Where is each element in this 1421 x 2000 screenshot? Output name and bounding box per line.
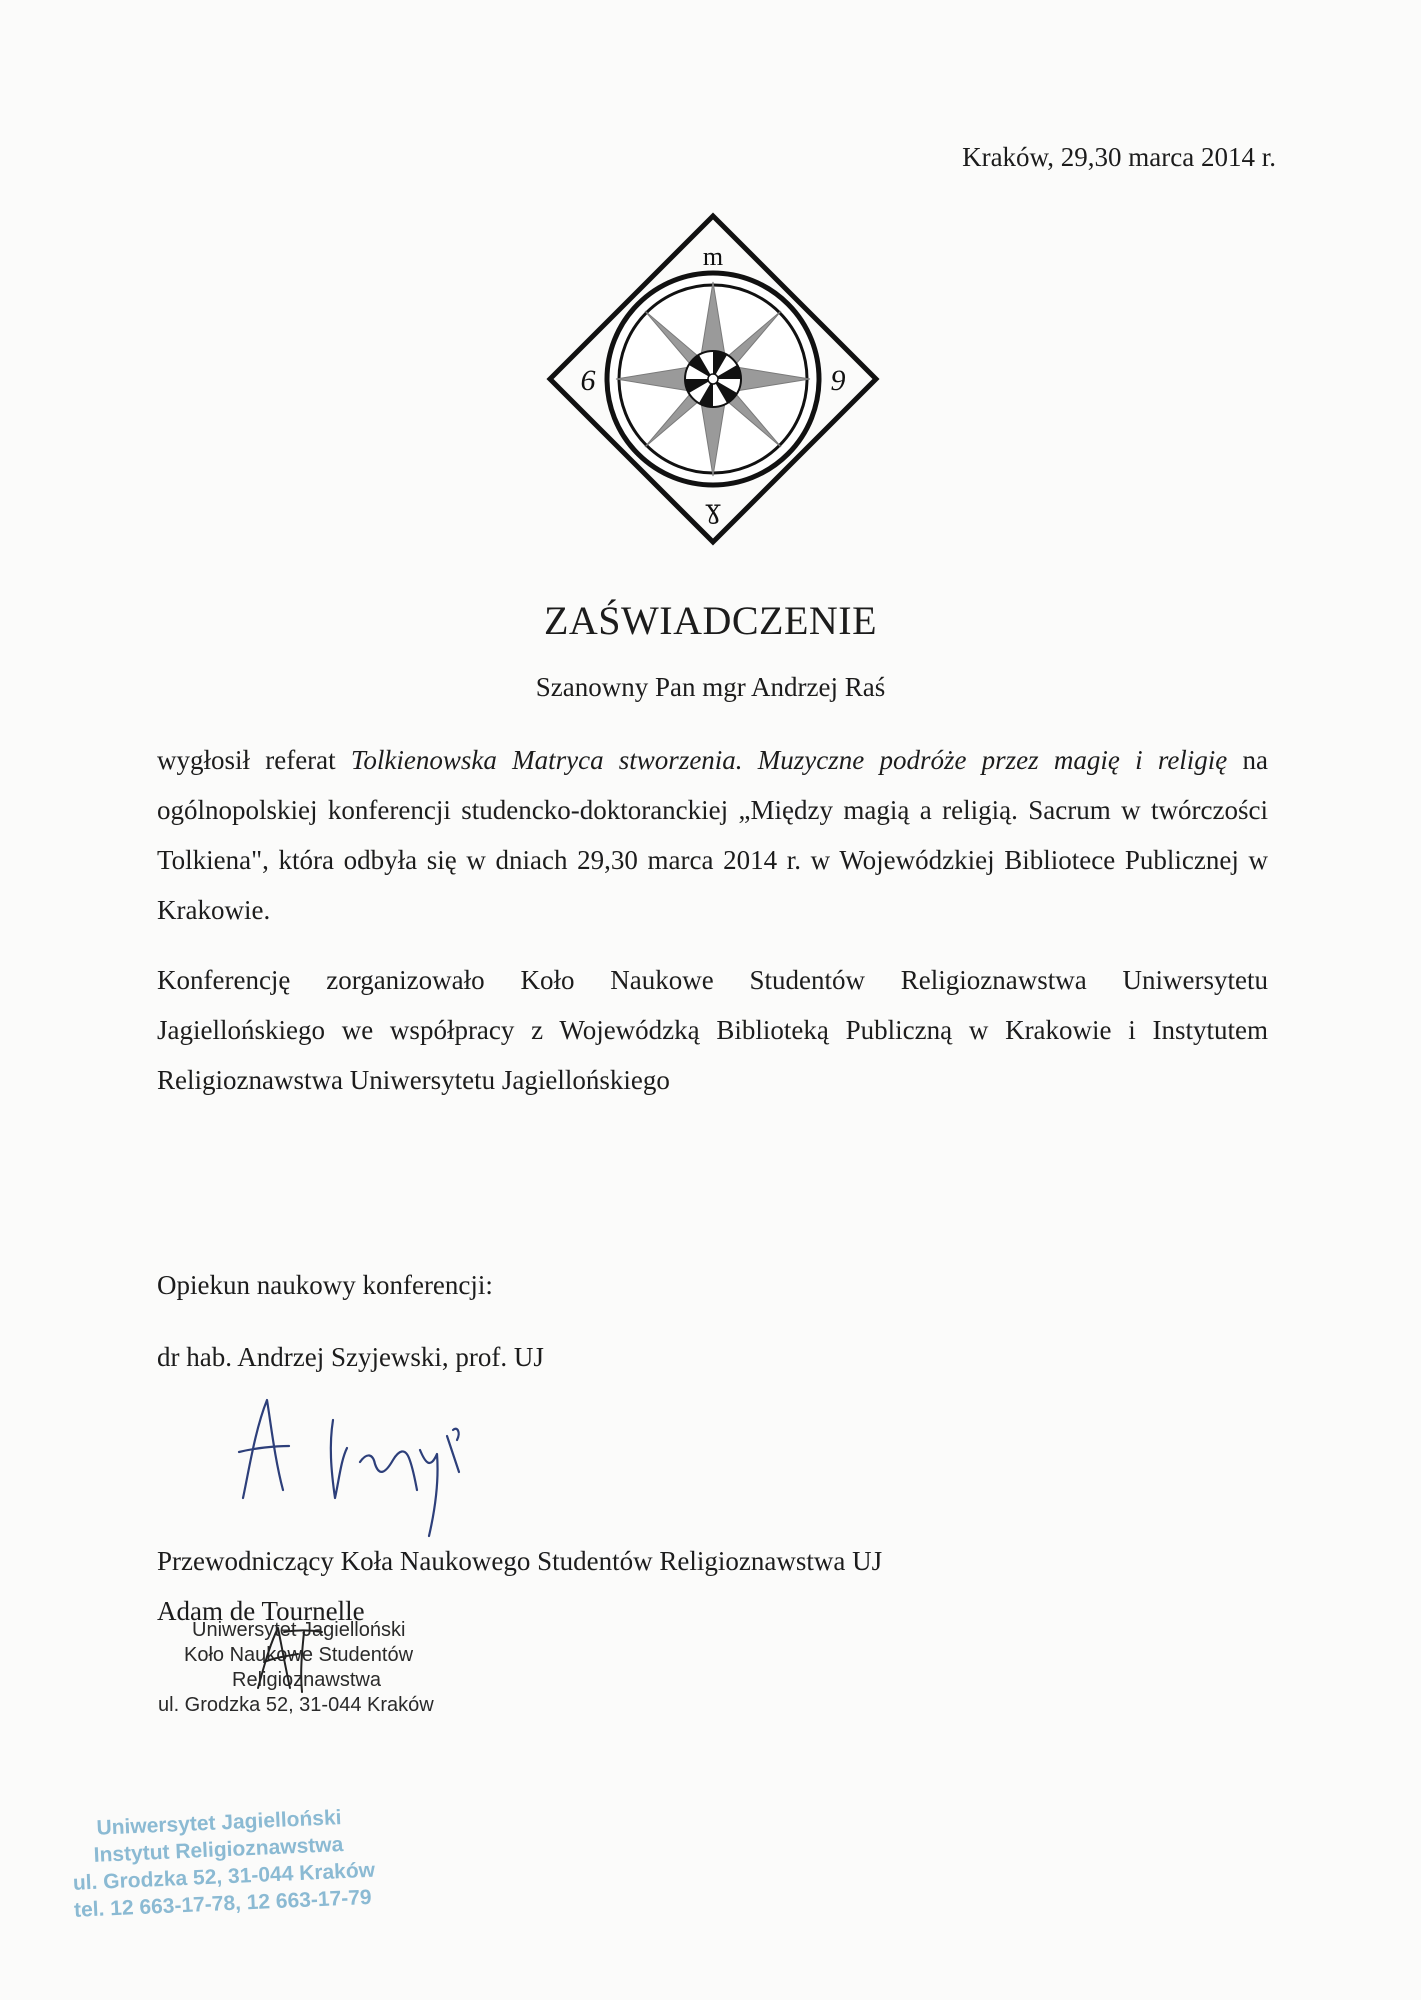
supervisor-name: dr hab. Andrzej Szyjewski, prof. UJ (157, 1342, 544, 1372)
institute-stamp-line-4: tel. 12 663-17-78, 12 663-17-79 (73, 1885, 373, 1922)
club-stamp-line-2: Koło Naukowe Studentów (184, 1644, 414, 1666)
chair-name: Adam de Tournelle (157, 1596, 365, 1626)
paragraph-rest: na ogólnopolskiej konferencji studencko-doktoranckiej „Między magią a religią. Sacrum w twórczości Tolkiena", która odbyła się w dniach 29,30 marca 2014 r. w Wojewódzkiej Bibliotece Publicznej w Krakowie. (157, 745, 1268, 925)
salutation: Szanowny Pan mgr Andrzej Raś (535, 672, 886, 702)
paragraph-presentation (157, 735, 1268, 935)
logo-letter-left: 6 (580, 364, 596, 397)
document-title: ZAŚWIADCZENIE (543, 598, 878, 643)
institute-stamp (68, 1798, 492, 1924)
logo-letter-bottom: ɣ (705, 495, 721, 525)
institute-stamp-line-3: ul. Grodzka 52, 31-044 Kraków (72, 1858, 376, 1895)
club-stamp-line-1: Uniwersytet Jagielloński (192, 1619, 406, 1641)
logo-letter-top: m (702, 242, 724, 271)
supervisor-label: Opiekun naukowy konferencji: (157, 1270, 493, 1300)
conference-emblem-logo (546, 212, 880, 546)
club-stamp-line-4: ul. Grodzka 52, 31-044 Kraków (158, 1694, 434, 1716)
logo-letter-right: 9 (830, 364, 846, 397)
paragraph-lead: wygłosił referat (157, 745, 351, 775)
club-stamp-line-3: Religioznawstwa (232, 1669, 381, 1691)
talk-title: Tolkienowska Matryca stworzenia. Muzyczne podróże przez magię i religię (350, 745, 1228, 775)
chair-label: Przewodniczący Koła Naukowego Studentów Religioznawstwa UJ (157, 1546, 883, 1576)
institute-stamp-line-2: Instytut Religioznawstwa (93, 1833, 344, 1867)
paragraph-organizers: Konferencję zorganizowało Koło Naukowe Studentów Religioznawstwa Uniwersytetu Jagiellońskiego we współpracy z Wojewódzką Biblioteką Publiczną w Krakowie i Instytutem Religioznawstwa Uniwersytetu Jagiellońskiego (157, 965, 1268, 1095)
document-date: Kraków, 29,30 marca 2014 r. (962, 142, 1276, 172)
supervisor-signature (225, 1390, 525, 1540)
institute-stamp-line-1: Uniwersytet Jagielloński (96, 1806, 342, 1840)
chair-initials-signature (250, 1622, 330, 1694)
